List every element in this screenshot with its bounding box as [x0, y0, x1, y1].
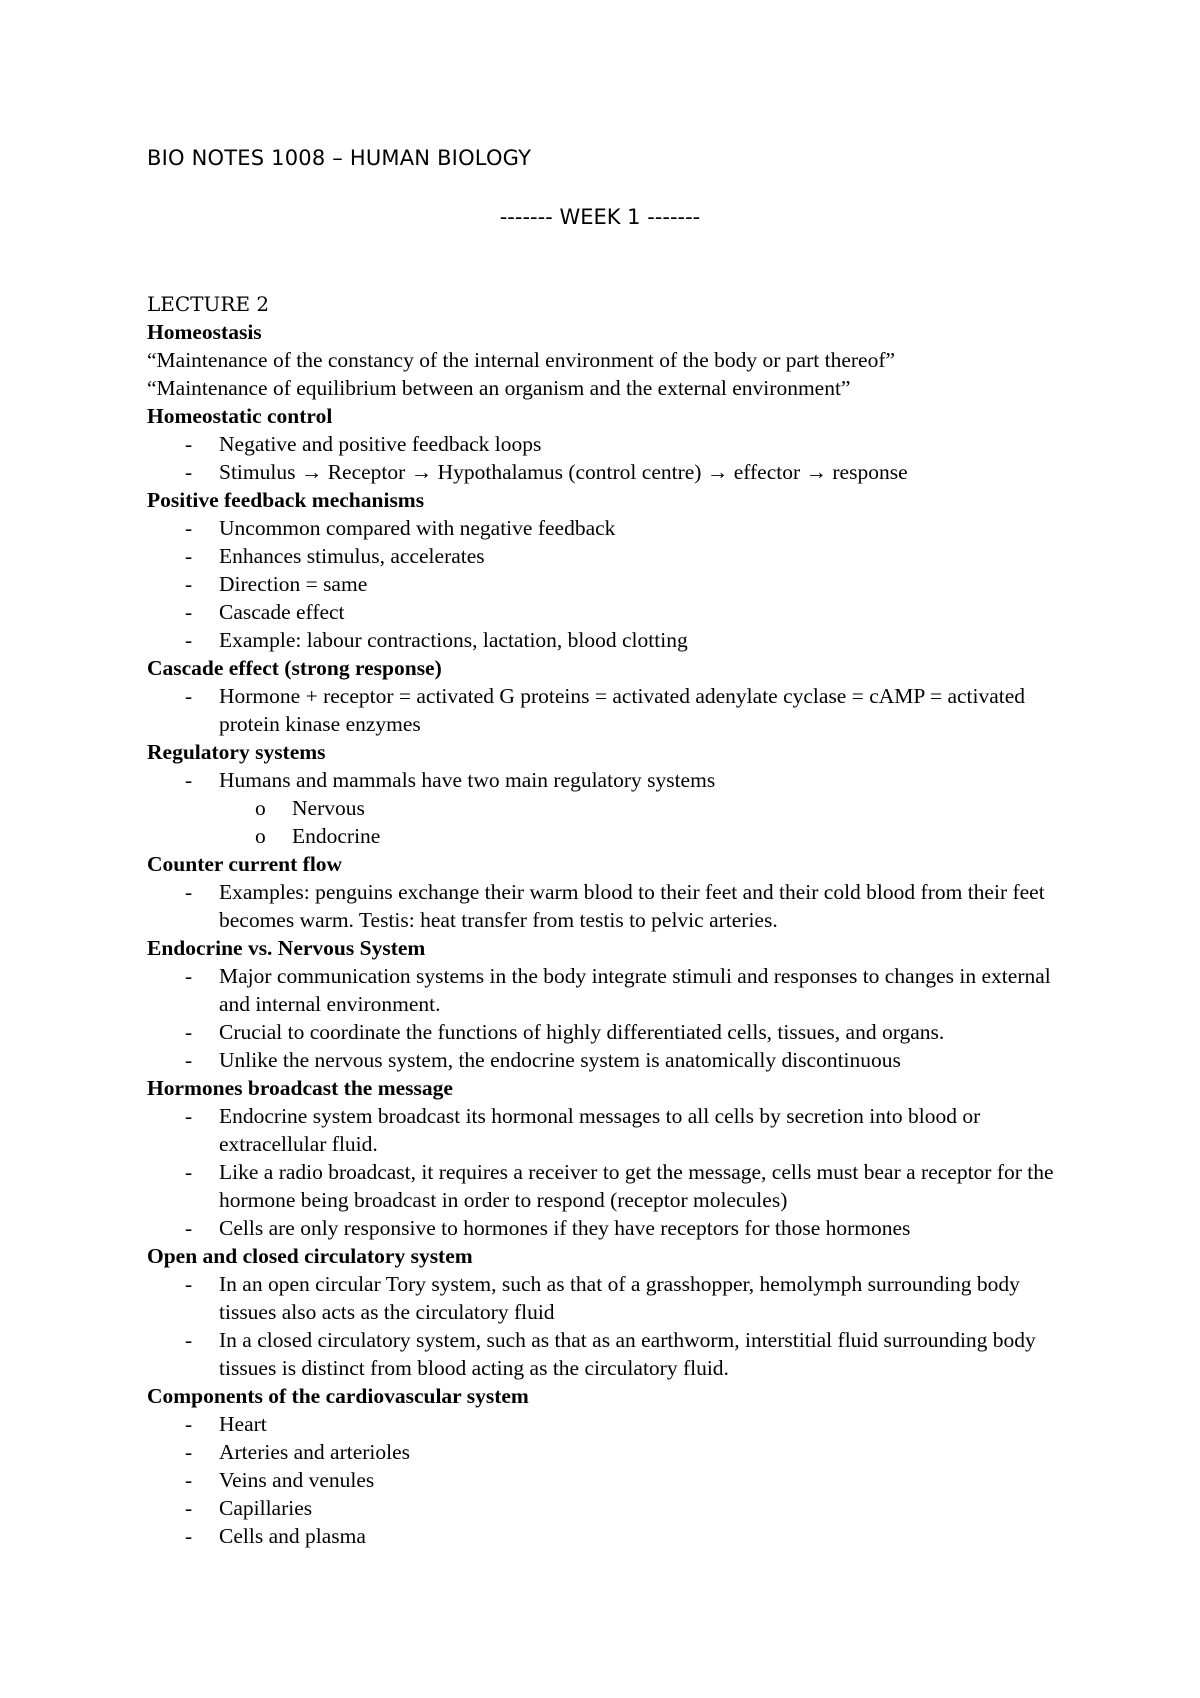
list-item: - Endocrine system broadcast its hormonal messages to all cells by secretion into blood or extracellular fluid. — [147, 1102, 1077, 1158]
list-item: - Capillaries — [147, 1494, 1077, 1522]
week-heading: ------- WEEK 1 ------- — [499, 205, 701, 229]
bullet-list — [147, 1410, 1077, 1550]
section-heading-positive-feedback: Positive feedback mechanisms — [147, 488, 425, 512]
list-item: - Like a radio broadcast, it requires a receiver to get the message, cells must bear a receptor for the hormone being broadcast in order to respond (receptor molecules) — [147, 1158, 1077, 1214]
document-title: BIO NOTES 1008 – HUMAN BIOLOGY — [147, 146, 532, 170]
bullet-list — [147, 1270, 1077, 1382]
list-item: - Examples: penguins exchange their warm blood to their feet and their cold blood from their feet becomes warm. Testis: heat transfer from testis to pelvic arteries. — [147, 878, 1077, 934]
section-heading-homeostatic-control: Homeostatic control — [147, 404, 333, 428]
section-heading-counter-current-flow: Counter current flow — [147, 852, 343, 876]
list-item: - In a closed circulatory system, such as that as an earthworm, interstitial fluid surrounding body tissues is distinct from blood acting as the circulatory fluid. — [147, 1326, 1077, 1382]
sub-list-item: o Nervous — [147, 794, 1077, 822]
notes-content — [147, 290, 1077, 1550]
list-item: - Direction = same — [147, 570, 1077, 598]
sub-bullet-list — [147, 794, 1077, 850]
list-item: - Unlike the nervous system, the endocrine system is anatomically discontinuous — [147, 1046, 1077, 1074]
list-item: - Crucial to coordinate the functions of highly differentiated cells, tissues, and organs. — [147, 1018, 1077, 1046]
list-item: - Negative and positive feedback loops — [147, 430, 1077, 458]
section-heading-cardiovascular-components: Components of the cardiovascular system — [147, 1384, 529, 1408]
list-item: - Cells and plasma — [147, 1522, 1077, 1550]
definition-quote: “Maintenance of the constancy of the internal environment of the body or part thereof” — [147, 348, 896, 372]
sub-list-item: o Endocrine — [147, 822, 1077, 850]
bullet-list — [147, 514, 1077, 654]
section-heading-regulatory-systems: Regulatory systems — [147, 740, 326, 764]
list-item: - Major communication systems in the body integrate stimuli and responses to changes in external and internal environment. — [147, 962, 1077, 1018]
list-item: - Hormone + receptor = activated G proteins = activated adenylate cyclase = cAMP = activated protein kinase enzymes — [147, 682, 1077, 738]
bullet-list — [147, 878, 1077, 934]
lecture-heading: LECTURE 2 — [147, 292, 270, 316]
list-item: - Heart — [147, 1410, 1077, 1438]
bullet-list — [147, 682, 1077, 738]
section-heading-homeostasis: Homeostasis — [147, 320, 262, 344]
list-item: - Cascade effect — [147, 598, 1077, 626]
list-item: - Cells are only responsive to hormones if they have receptors for those hormones — [147, 1214, 1077, 1242]
section-heading-endocrine-vs-nervous: Endocrine vs. Nervous System — [147, 936, 426, 960]
bullet-list — [147, 1102, 1077, 1242]
list-item: - Enhances stimulus, accelerates — [147, 542, 1077, 570]
section-heading-hormones-broadcast: Hormones broadcast the message — [147, 1076, 453, 1100]
section-heading-circulatory-system: Open and closed circulatory system — [147, 1244, 473, 1268]
list-item: - In an open circular Tory system, such as that of a grasshopper, hemolymph surrounding body tissues also acts as the circulatory fluid — [147, 1270, 1077, 1326]
bullet-list — [147, 766, 1077, 794]
list-item: - Humans and mammals have two main regulatory systems — [147, 766, 1077, 794]
bullet-list — [147, 962, 1077, 1074]
bullet-list — [147, 430, 1077, 486]
list-item: - Example: labour contractions, lactation, blood clotting — [147, 626, 1077, 654]
list-item: - Veins and venules — [147, 1466, 1077, 1494]
definition-quote: “Maintenance of equilibrium between an organism and the external environment” — [147, 376, 851, 400]
section-heading-cascade-effect: Cascade effect (strong response) — [147, 656, 442, 680]
list-item: - Uncommon compared with negative feedback — [147, 514, 1077, 542]
list-item: - Arteries and arterioles — [147, 1438, 1077, 1466]
list-item: - Stimulus → Receptor → Hypothalamus (control centre) → effector → response — [147, 458, 1077, 486]
